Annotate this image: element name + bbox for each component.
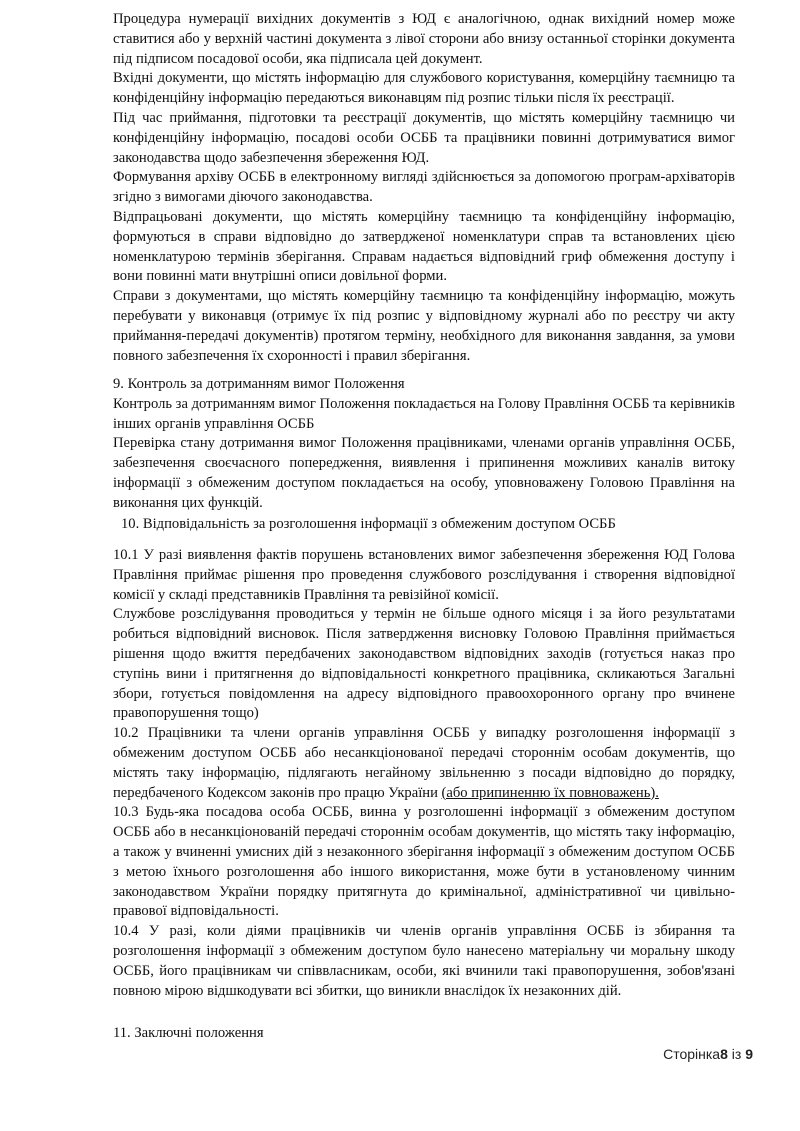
paragraph-10-4: 10.4 У разі, коли діями працівників чи членів органів управління ОСББ із збирання та розголошення інформації з обмеженим доступом було нанесено матеріальну чи моральну шкоду ОСББ, його працівникам чи співвласникам, особи, які вчинили такі правопорушення, зобов'язані повною мірою відшкодувати всі збитки, що виникли внаслідок їх незаконних дій.	[113, 923, 735, 999]
section-11-heading: 11. Заключні положення	[113, 1025, 264, 1041]
footer-of: із	[727, 1046, 746, 1062]
section-11	[113, 1024, 735, 1044]
section-10	[113, 546, 735, 1001]
paragraph-incoming-documents: Вхідні документи, що містять інформацію для службового користування, комерційну таємницю та конфіденційну інформацію передаються виконавцям під розпис тільки після їх реєстрації.	[113, 70, 735, 107]
footer-current-page: 8	[720, 1046, 728, 1062]
paragraph-10-1: 10.1 У разі виявлення фактів порушень встановлених вимог забезпечення збереження ЮД Голова Правління приймає рішення про проведення службового розслідування і створення відповідної комісії у складі представників Правління та ревізійної комісії.	[113, 547, 735, 603]
paragraph-worked-documents: Відпрацьовані документи, що містять комерційну таємницю та конфіденційну інформацію, формуються в справи відповідно до затвердженої номенклатури справ та встановлених цією номенклатурою термінів зберігання. Справам надається відповідний гриф обмеження доступу і вони повинні мати внутрішні описи довільної форми.	[113, 208, 735, 285]
paragraph-10-2-underlined: (або припиненню їх повноважень).	[441, 784, 659, 801]
paragraph-10-3: 10.3 Будь-яка посадова особа ОСББ, винна у розголошенні інформації з обмеженим доступом ОСББ або в несанкціонованій передачі стороннім особам документів, що містять таку інформацію, а також у вчиненні умисних дій з незаконного зберігання інформації з обмеженим доступом ОСББ з метою їхнього розголошення або іншого використання, може бути в установленому чинним законодавством України порядку притягнута до кримінальної, адміністративної чи цивільно-правової відповідальності.	[113, 804, 735, 920]
section-9	[113, 375, 735, 514]
section-9-heading: 9. Контроль за дотриманням вимог Положення	[113, 376, 405, 392]
paragraph-10-2	[113, 724, 735, 803]
section-10-heading-wrap	[121, 515, 735, 535]
paragraph-case-files: Справи з документами, що містять комерційну таємницю та конфіденційну інформацію, можуть перебувати у виконавця (отримує їх під розпис у відповідному журналі або по реєстру чи акту приймання-передачі документів) протягом терміну, необхідного для виконання завдання, за умови повного забезпечення їх схоронності і правил зберігання.	[113, 288, 735, 364]
section-9-control: Контроль за дотриманням вимог Положення покладається на Голову Правління ОСББ та керівників інших органів управління ОСББ	[113, 395, 735, 432]
top-paragraphs	[113, 10, 735, 366]
footer-label: Сторінка	[663, 1046, 721, 1062]
paragraph-10-2-text: 10.2 Працівники та члени органів управління ОСББ у випадку розголошення інформації з обмеженим доступом ОСББ або несанкціонованої передачі стороннім особам документів, що містять таку інформацію, підлягають негайному звільненню з посади відповідно до порядку, передбаченого Кодексом законів про працю України	[113, 725, 735, 801]
section-10-heading: 10. Відповідальність за розголошення інформації з обмеженим доступом ОСББ	[121, 516, 616, 532]
footer-total-pages: 9	[745, 1046, 753, 1062]
page-number-footer	[663, 1046, 753, 1062]
paragraph-archive: Формування архіву ОСББ в електронному вигляді здійснюється за допомогою програм-архіваторів згідно з вимогами діючого законодавства.	[113, 169, 735, 206]
paragraph-outgoing-numbering: Процедура нумерації вихідних документів з ЮД є аналогічною, однак вихідний номер може ставитися або у верхній частині документа з лівої сторони або внизу останньої сторінки документа під підписом посадової особи, яка підписала цей документ.	[113, 11, 735, 67]
section-9-verification: Перевірка стану дотримання вимог Положення працівниками, членами органів управління ОСББ, забезпечення своєчасного попередження, виявлення і припинення можливих каналів витоку інформації з обмеженим доступом покладається на особу, уповноважену Головою Правління на виконання цих функцій.	[113, 435, 735, 511]
paragraph-10-1-investigation: Службове розслідування проводиться у термін не більше одного місяця і за його результатами робиться відповідний висновок. Після затвердження висновку Головою Правління приймається рішення щодо вжиття передбачених законодавством відповідних заходів (готується наказ про ступінь вини і притягнення до відповідальності конкретного працівника, скликаються Загальні збори, готується повідомлення на адресу відповідного правоохоронного органу про вчинене правопорушення тощо)	[113, 606, 735, 722]
paragraph-document-processing: Під час приймання, підготовки та реєстрації документів, що містять комерційну таємницю чи конфіденційну інформацію, посадові особи ОСББ та працівники повинні дотримуватися вимог законодавства щодо забезпечення збереження ЮД.	[113, 109, 735, 166]
